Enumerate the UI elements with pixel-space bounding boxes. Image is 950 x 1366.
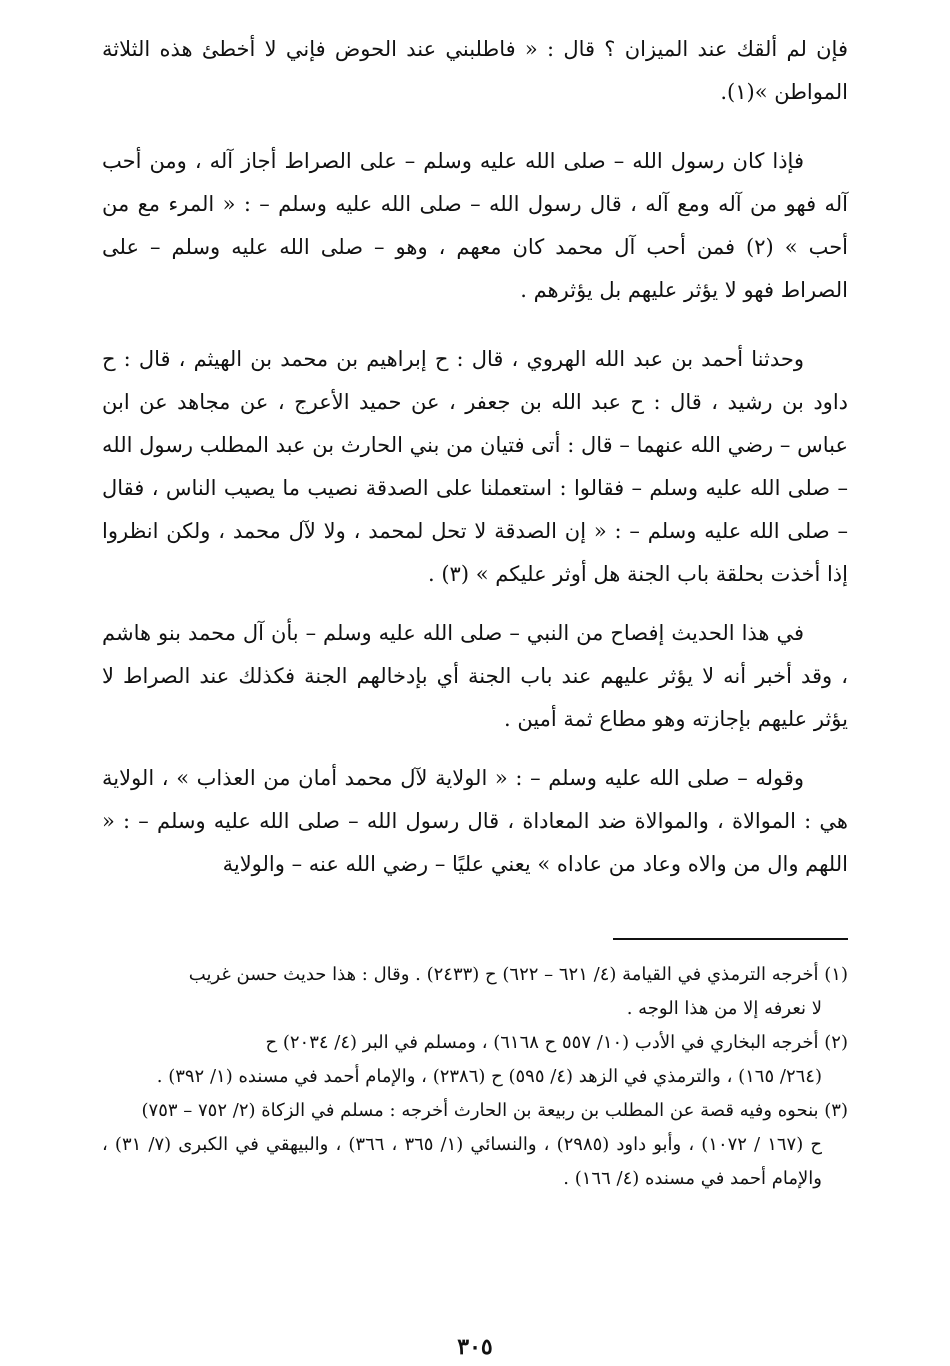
footnote-divider <box>613 938 848 940</box>
paragraph-4: في هذا الحديث إفصاح من النبي – صلى الله عليه وسلم – بأن آل محمد بنو هاشم ، وقد أخبر أنه لا يؤثر عليهم عند باب الجنة أي بإدخالهم الجنة فكذلك عند الصراط لا يؤثر عليهم بإجازته وهو مطاع ثمة أمين . <box>102 621 848 731</box>
paragraph-2: فإذا كان رسول الله – صلى الله عليه وسلم – على الصراط أجاز آله ، ومن أحب آله فهو من آله ومع آله ، قال رسول الله – صلى الله عليه وسلم – : « المرء مع من أحب » (٢) فمن أحب آل محمد كان معهم ، وهو – صلى الله عليه وسلم – على الصراط فهو لا يؤثر عليهم بل يؤثرهم . <box>102 149 849 302</box>
footnote-2: (٢) أخرجه البخاري في الأدب (١٠/ ٥٥٧ ح ٦١٦٨) ، ومسلم في البر (٤/ ٢٠٣٤) ح <box>265 1032 848 1053</box>
footnote-1-continuation: لا نعرفه إلا من هذا الوجه . <box>626 998 822 1019</box>
main-text <box>102 28 848 886</box>
paragraph-3: وحدثنا أحمد بن عبد الله الهروي ، قال : ح إبراهيم بن محمد بن الهيثم ، قال : ح داود بن رشيد ، قال : ح عبد الله بن جعفر ، عن حميد الأعرج ، عن مجاهد عن ابن عباس – رضي الله عنهما – قال : أتى فتيان من بني الحارث بن عبد المطلب رسول الله – صلى الله عليه وسلم – فقالوا : استعملنا على الصدقة نصيب ما يصيب الناس ، فقال – صلى الله عليه وسلم – : « إن الصدقة لا تحل لمحمد ، ولا لآل محمد ، ولكن انظروا إذا أخذت بحلقة باب الجنة هل أوثر عليكم » (٣) . <box>102 347 848 586</box>
book-page <box>102 28 849 1360</box>
footnote-2-continuation: (٢٦٤/ ١٦٥) ، والترمذي في الزهد (٤/ ٥٩٥) ح (٢٣٨٦) ، والإمام أحمد في مسنده (١/ ٣٩٢) . <box>156 1066 822 1087</box>
footnote-3: (٣) بنحوه وفيه قصة عن المطلب بن ربيعة بن الحارث أخرجه : مسلم في الزكاة (٢/ ٧٥٢ – ٧٥٣) <box>141 1100 848 1121</box>
paragraph-1: فإن لم ألقك عند الميزان ؟ قال : « فاطلبني عند الحوض فإني لا أخطئ هذه الثلاثة المواطن »(١). <box>102 37 848 104</box>
paragraph-5: وقوله – صلى الله عليه وسلم – : « الولاية لآل محمد أمان من العذاب » ، الولاية هي : الموالاة ، والموالاة ضد المعاداة ، قال رسول الله – صلى الله عليه وسلم – : « اللهم وال من والاه وعاد من عاداه » يعني عليًا – رضي الله عنه – والولاية <box>102 766 848 876</box>
footnote-1: (١) أخرجه الترمذي في القيامة (٤/ ٦٢١ – ٦٢٢) ح (٢٤٣٣) . وقال : هذا حديث حسن غريب <box>188 964 848 985</box>
footnotes <box>102 958 848 1196</box>
page-number: ٣٠٥ <box>457 1334 493 1360</box>
footnote-3-continuation: ح (١٦٧ / ١٠٧٢) ، وأبو داود (٢٩٨٥) ، والنسائي (١/ ٣٦٥ ، ٣٦٦) ، والبيهقي في الكبرى (٧/ ٣١) ، والإمام أحمد في مسنده (٤/ ١٦٦) . <box>102 1134 822 1189</box>
